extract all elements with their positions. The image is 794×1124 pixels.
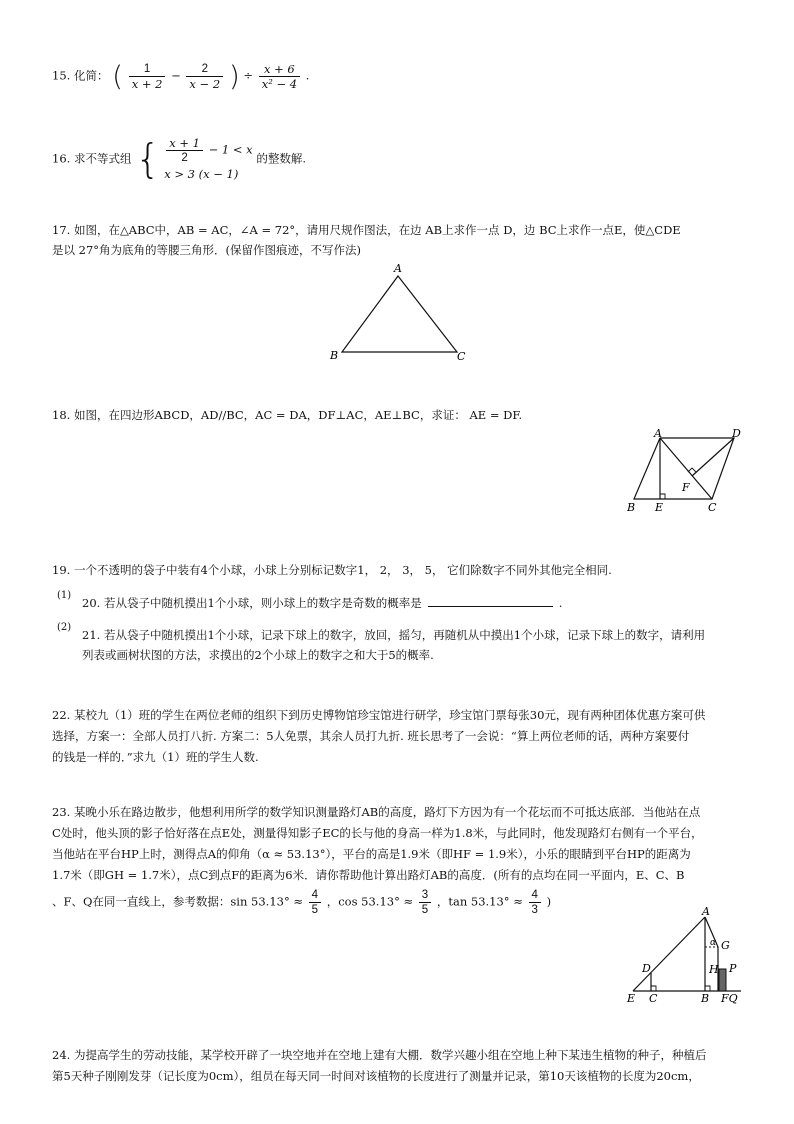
q17-line-2: 是以 27°角为底角的等腰三角形．(保留作图痕迹，不写作法) (52, 243, 362, 257)
label-alpha: α (710, 938, 717, 948)
right-angle-e (660, 494, 665, 499)
q23-line-5: 、F、Q在同一直线上，参考数据：sin 53.13° ≈ $\frac{4}{5}$ ，cos 53.13° ≈ $\frac{3}{5}$ ，tan 53.13° ≈ $\frac{4}{3}$ ) (52, 889, 552, 916)
question-19 (52, 560, 752, 580)
question-15 (52, 59, 310, 93)
label-p: P (729, 962, 737, 975)
label-b: B (330, 349, 339, 362)
q19-sub1: 20. 若从袋子中随机摸出1个小球，则小球上的数字是奇数的概率是 . (82, 596, 563, 610)
q16-suffix: 的整数解. (256, 151, 306, 166)
label-a: A (654, 428, 662, 440)
label-b: B (627, 501, 636, 514)
right-angle-b (705, 986, 710, 991)
q15-fraction-3: $\frac{x + 6}{\text{x² − 4}}$ (259, 62, 300, 91)
q15-minus: − (171, 68, 181, 83)
q19-sub2: 21. 若从袋子中随机摸出1个小球，记录下球上的数字，放回，摇匀，再随机从中摸出1个小球，记录下球上的数字，请利用 列表或画树状图的方法，求摸出的2个小球上的数字之和大于5的概率. (82, 628, 706, 662)
label-e: E (627, 992, 636, 1005)
question-16 (52, 136, 306, 183)
right-angle-c (651, 986, 656, 991)
label-e: E (655, 501, 664, 514)
label-b: B (701, 992, 710, 1005)
question-22: 22. 某校九（1）班的学生在两位老师的组织下到历史博物馆珍宝馆进行研学，珍宝馆门票每张30元，现有两种团体优惠方案可供 选择，方案一：全部人员打八折. 方案二：5人免票，其余人员打九折. 班长思考了一会说：“算上两位老师的话，两种方案要付 的钱是一样的．”求九（1）班的学生人数. (52, 708, 706, 764)
right-paren: ) (228, 59, 240, 93)
question-18 (52, 405, 752, 425)
left-paren: ( (112, 59, 124, 93)
label-g: G (721, 939, 730, 952)
q15-end: . (305, 68, 310, 83)
label-d: D (642, 962, 651, 975)
triangle-abc (342, 276, 457, 352)
inequality-2: x > 3 (x − 1) (164, 167, 239, 181)
q19-line-1: 19. 一个不透明的袋子中装有4个小球，小球上分别标记数字1， 2， 3， 5， 它们除数字不同外其他完全相同. (52, 563, 612, 577)
q17-triangle-figure (325, 262, 475, 364)
q15-fraction-2: $\frac{2}{x - 2}$ (186, 62, 223, 91)
q18-quadrilateral-figure (622, 428, 747, 518)
label-f: F (682, 481, 690, 494)
label-fq: FQ (721, 992, 738, 1005)
q15-divide: ÷ (243, 68, 254, 83)
label-c: C (649, 992, 658, 1005)
q17-line-1: 17. 如图，在△ABC中，AB = AC，∠A = 72°，请用尺规作图法，在边 AB上求作一点 D，边 BC上求作一点E，使△CDE (52, 223, 681, 237)
question-23: 23. 某晚小乐在路边散步，他想利用所学的数学知识测量路灯AB的高度，路灯下方因为有一个花坛而不可抵达底部．当他站在点 C处时，他头顶的影子恰好落在点E处，测量得知影子EC的长与他的身高一样为1.8米，与此同时，他发现路灯右侧有一个平台， 当他站在平台HP上时，测得点A的仰角（α ≈ 53.13°），平台的高是1.9米（即HF = 1.9米），小乐的眼睛到平台HP的距离为 1.7米（即GH = 1.7米），点C到点F的距离为6米．请你帮助他计算出路灯AB的高度．(所有的点均在同一平面内，E、C、B 、F、Q在同一直线上，参考数据：sin 53.13° ≈ $\frac{4}{5}$ ，cos 53.13° ≈ $\frac{3}{5}$ ，tan 53.13° ≈ $\frac{4}{3}$ ) (52, 802, 772, 917)
system-brace: { (135, 136, 161, 183)
label-h: H (709, 963, 719, 976)
shadow-line-ae (633, 917, 705, 991)
platform-hp (719, 969, 726, 991)
q18-line-1: 18. 如图，在四边形ABCD，AD//BC，AC = DA，DF⊥AC，AE⊥BC，求证： AE = DF. (52, 408, 523, 422)
label-c: C (457, 350, 466, 363)
q15-fraction-1: $\frac{1}{x + 2}$ (129, 62, 166, 91)
q15-label: 15. 化简： (52, 68, 109, 83)
q16-label: 16. 求不等式组 (52, 151, 132, 166)
answer-blank[interactable] (428, 594, 553, 607)
inequality-system (164, 136, 252, 183)
question-24: 24. 为提高学生的劳动技能，某学校开辟了一块空地并在空地上建有大棚．数学兴趣小组在空地上种下某违生植物的种子，种植后 第5天种子刚刚发芽（记长度为0cm），组员在每天同一时间对该植物的长度进行了测量并记录，第10天该植物的长度为20cm， (52, 1048, 707, 1083)
question-17 (52, 220, 752, 260)
q23-streetlight-figure (625, 905, 750, 1005)
q19-sub1-tag: (1) (57, 590, 72, 601)
label-a: A (702, 905, 710, 918)
inequality-1: $\frac{x + 1}{2}$ − 1 < x (164, 136, 252, 165)
label-c: C (708, 501, 717, 514)
right-angle-f (688, 468, 696, 472)
label-d: D (732, 428, 741, 440)
q19-sub2-tag: (2) (57, 622, 72, 633)
label-a: A (394, 262, 402, 275)
